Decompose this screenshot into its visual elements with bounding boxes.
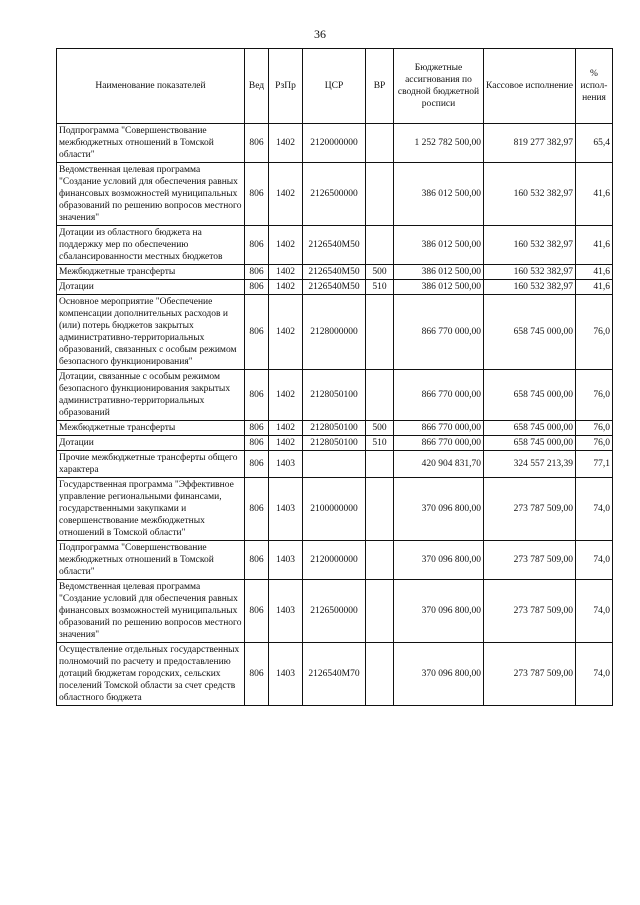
cell-cash-execution: 658 745 000,00 bbox=[484, 421, 576, 436]
cell-ved: 806 bbox=[245, 226, 269, 265]
cell-csr: 2128050100 bbox=[303, 370, 366, 421]
cell-assignments: 420 904 831,70 bbox=[394, 451, 484, 478]
cell-cash-execution: 273 787 509,00 bbox=[484, 643, 576, 706]
cell-csr: 2120000000 bbox=[303, 541, 366, 580]
table-row bbox=[57, 643, 613, 706]
budget-table bbox=[56, 48, 613, 706]
cell-csr: 2128050100 bbox=[303, 421, 366, 436]
cell-vr: 510 bbox=[366, 280, 394, 295]
cell-csr: 2120000000 bbox=[303, 124, 366, 163]
cell-csr: 2126540М70 bbox=[303, 643, 366, 706]
cell-vr: 500 bbox=[366, 421, 394, 436]
cell-percent: 74,0 bbox=[576, 643, 613, 706]
cell-rzpr: 1402 bbox=[269, 163, 303, 226]
cell-ved: 806 bbox=[245, 370, 269, 421]
cell-name: Осуществление отдельных государственных полномочий по расчету и предоставлению дотаций бюджетам городских, сельских поселений Томской области за счет средств областного бюджета bbox=[57, 643, 245, 706]
cell-assignments: 866 770 000,00 bbox=[394, 295, 484, 370]
table-header-row bbox=[57, 49, 613, 124]
cell-name: Дотации bbox=[57, 436, 245, 451]
cell-name: Межбюджетные трансферты bbox=[57, 265, 245, 280]
cell-name: Межбюджетные трансферты bbox=[57, 421, 245, 436]
cell-ved: 806 bbox=[245, 451, 269, 478]
table-row bbox=[57, 421, 613, 436]
cell-cash-execution: 160 532 382,97 bbox=[484, 265, 576, 280]
cell-csr: 2100000000 bbox=[303, 478, 366, 541]
cell-cash-execution: 160 532 382,97 bbox=[484, 280, 576, 295]
cell-csr: 2126500000 bbox=[303, 580, 366, 643]
table-row bbox=[57, 295, 613, 370]
cell-ved: 806 bbox=[245, 436, 269, 451]
cell-csr: 2126540М50 bbox=[303, 280, 366, 295]
cell-cash-execution: 324 557 213,39 bbox=[484, 451, 576, 478]
cell-percent: 74,0 bbox=[576, 580, 613, 643]
cell-assignments: 386 012 500,00 bbox=[394, 163, 484, 226]
header-vr: ВР bbox=[366, 49, 394, 124]
cell-ved: 806 bbox=[245, 124, 269, 163]
cell-name: Подпрограмма "Совершенствование межбюджетных отношений в Томской области" bbox=[57, 124, 245, 163]
cell-rzpr: 1402 bbox=[269, 370, 303, 421]
cell-vr bbox=[366, 295, 394, 370]
table-row bbox=[57, 436, 613, 451]
cell-percent: 41,6 bbox=[576, 265, 613, 280]
cell-cash-execution: 160 532 382,97 bbox=[484, 163, 576, 226]
cell-assignments: 386 012 500,00 bbox=[394, 226, 484, 265]
cell-rzpr: 1403 bbox=[269, 451, 303, 478]
cell-name: Подпрограмма "Совершенствование межбюджетных отношений в Томской области" bbox=[57, 541, 245, 580]
table-row bbox=[57, 541, 613, 580]
cell-ved: 806 bbox=[245, 478, 269, 541]
cell-assignments: 866 770 000,00 bbox=[394, 421, 484, 436]
page-number: 36 bbox=[314, 27, 326, 41]
cell-assignments: 866 770 000,00 bbox=[394, 436, 484, 451]
cell-csr bbox=[303, 451, 366, 478]
cell-assignments: 386 012 500,00 bbox=[394, 265, 484, 280]
cell-vr: 510 bbox=[366, 436, 394, 451]
header-rzpr: РзПр bbox=[269, 49, 303, 124]
cell-ved: 806 bbox=[245, 580, 269, 643]
cell-assignments: 866 770 000,00 bbox=[394, 370, 484, 421]
header-assignments: Бюджетные ассигнования по сводной бюджетной росписи bbox=[394, 49, 484, 124]
cell-vr bbox=[366, 124, 394, 163]
cell-name: Прочие межбюджетные трансферты общего характера bbox=[57, 451, 245, 478]
cell-vr bbox=[366, 451, 394, 478]
header-name: Наименование показателей bbox=[57, 49, 245, 124]
table-row bbox=[57, 163, 613, 226]
cell-ved: 806 bbox=[245, 163, 269, 226]
cell-name: Государственная программа "Эффективное управление региональными финансами, государственными закупками и совершенствование межбюджетных отношений в Томской области" bbox=[57, 478, 245, 541]
cell-rzpr: 1403 bbox=[269, 478, 303, 541]
cell-ved: 806 bbox=[245, 421, 269, 436]
cell-percent: 41,6 bbox=[576, 280, 613, 295]
cell-ved: 806 bbox=[245, 643, 269, 706]
cell-assignments: 370 096 800,00 bbox=[394, 541, 484, 580]
cell-percent: 77,1 bbox=[576, 451, 613, 478]
cell-cash-execution: 658 745 000,00 bbox=[484, 295, 576, 370]
cell-assignments: 1 252 782 500,00 bbox=[394, 124, 484, 163]
header-cash-execution: Кассовое исполнение bbox=[484, 49, 576, 124]
header-csr: ЦСР bbox=[303, 49, 366, 124]
cell-rzpr: 1403 bbox=[269, 541, 303, 580]
cell-rzpr: 1402 bbox=[269, 280, 303, 295]
header-ved: Вед bbox=[245, 49, 269, 124]
cell-ved: 806 bbox=[245, 295, 269, 370]
table-row bbox=[57, 265, 613, 280]
cell-percent: 76,0 bbox=[576, 295, 613, 370]
cell-csr: 2126540М50 bbox=[303, 265, 366, 280]
table-row bbox=[57, 478, 613, 541]
cell-csr: 2126500000 bbox=[303, 163, 366, 226]
cell-ved: 806 bbox=[245, 541, 269, 580]
cell-vr bbox=[366, 580, 394, 643]
cell-cash-execution: 819 277 382,97 bbox=[484, 124, 576, 163]
cell-csr: 2126540М50 bbox=[303, 226, 366, 265]
cell-rzpr: 1403 bbox=[269, 580, 303, 643]
cell-percent: 76,0 bbox=[576, 436, 613, 451]
cell-cash-execution: 273 787 509,00 bbox=[484, 541, 576, 580]
cell-rzpr: 1402 bbox=[269, 226, 303, 265]
table-row bbox=[57, 370, 613, 421]
cell-vr bbox=[366, 370, 394, 421]
cell-assignments: 370 096 800,00 bbox=[394, 478, 484, 541]
cell-vr bbox=[366, 541, 394, 580]
cell-rzpr: 1402 bbox=[269, 436, 303, 451]
cell-vr bbox=[366, 226, 394, 265]
cell-percent: 41,6 bbox=[576, 163, 613, 226]
cell-percent: 74,0 bbox=[576, 478, 613, 541]
cell-vr bbox=[366, 643, 394, 706]
cell-percent: 76,0 bbox=[576, 370, 613, 421]
cell-cash-execution: 273 787 509,00 bbox=[484, 478, 576, 541]
cell-name: Основное мероприятие "Обеспечение компенсации дополнительных расходов и (или) потерь бюджетов закрытых административно-территориальных образований, связанных с особым режимом безопасного функционирования" bbox=[57, 295, 245, 370]
cell-cash-execution: 658 745 000,00 bbox=[484, 370, 576, 421]
cell-csr: 2128050100 bbox=[303, 436, 366, 451]
cell-cash-execution: 273 787 509,00 bbox=[484, 580, 576, 643]
table-row bbox=[57, 226, 613, 265]
cell-ved: 806 bbox=[245, 265, 269, 280]
cell-csr: 2128000000 bbox=[303, 295, 366, 370]
table-row bbox=[57, 580, 613, 643]
cell-vr: 500 bbox=[366, 265, 394, 280]
cell-name: Ведомственная целевая программа "Создание условий для обеспечения равных финансовых возможностей муниципальных образований по решению вопросов местного значения" bbox=[57, 163, 245, 226]
table-row bbox=[57, 124, 613, 163]
cell-name: Ведомственная целевая программа "Создание условий для обеспечения равных финансовых возможностей муниципальных образований по решению вопросов местного значения" bbox=[57, 580, 245, 643]
cell-assignments: 370 096 800,00 bbox=[394, 643, 484, 706]
cell-name: Дотации, связанные с особым режимом безопасного функционирования закрытых административно-территориальных образований bbox=[57, 370, 245, 421]
cell-assignments: 386 012 500,00 bbox=[394, 280, 484, 295]
cell-rzpr: 1402 bbox=[269, 265, 303, 280]
cell-percent: 41,6 bbox=[576, 226, 613, 265]
cell-cash-execution: 658 745 000,00 bbox=[484, 436, 576, 451]
cell-name: Дотации bbox=[57, 280, 245, 295]
cell-ved: 806 bbox=[245, 280, 269, 295]
header-percent: % испол-нения bbox=[576, 49, 613, 124]
cell-assignments: 370 096 800,00 bbox=[394, 580, 484, 643]
cell-rzpr: 1403 bbox=[269, 643, 303, 706]
cell-cash-execution: 160 532 382,97 bbox=[484, 226, 576, 265]
cell-percent: 65,4 bbox=[576, 124, 613, 163]
cell-vr bbox=[366, 163, 394, 226]
cell-vr bbox=[366, 478, 394, 541]
cell-rzpr: 1402 bbox=[269, 124, 303, 163]
cell-name: Дотации из областного бюджета на поддержку мер по обеспечению сбалансированности местных бюджетов bbox=[57, 226, 245, 265]
cell-rzpr: 1402 bbox=[269, 421, 303, 436]
cell-percent: 76,0 bbox=[576, 421, 613, 436]
table-row bbox=[57, 451, 613, 478]
cell-rzpr: 1402 bbox=[269, 295, 303, 370]
cell-percent: 74,0 bbox=[576, 541, 613, 580]
table-row bbox=[57, 280, 613, 295]
